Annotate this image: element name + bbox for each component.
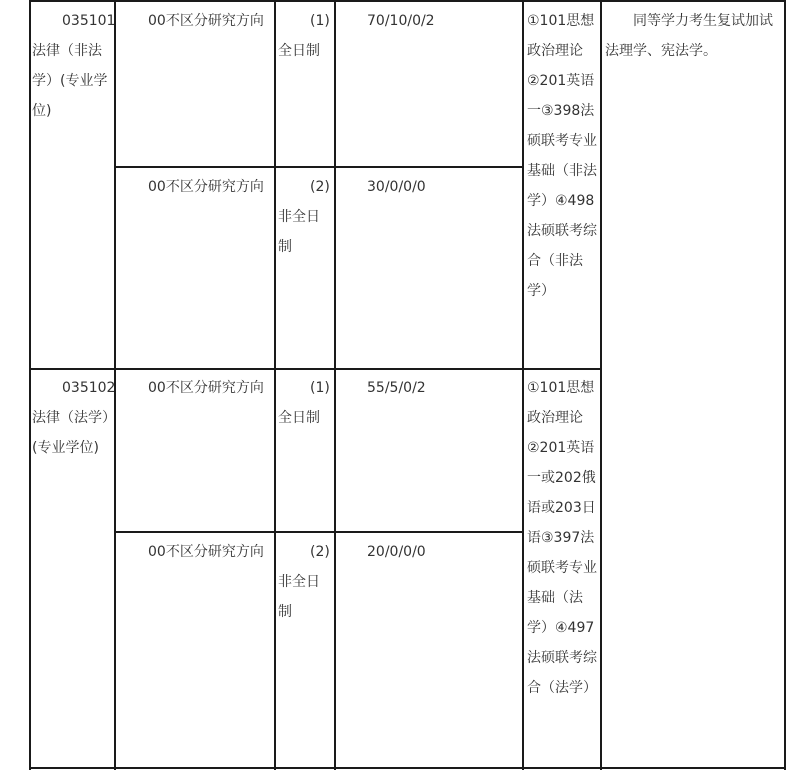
research-direction: 00不区分研究方向 <box>148 380 264 396</box>
research-direction: 00不区分研究方向 <box>148 179 264 195</box>
remarks: 同等学力考生复试加试法理学、宪法学。 <box>605 13 773 59</box>
program-code: 035102 <box>62 380 116 396</box>
grid-line <box>274 0 276 770</box>
grid-line <box>114 531 524 533</box>
enrollment-numbers: 55/5/0/2 <box>367 380 426 396</box>
enrollment-numbers: 30/0/0/0 <box>367 179 426 195</box>
research-direction: 00不区分研究方向 <box>148 13 264 29</box>
program-code: 035101 <box>62 13 116 29</box>
grid-line <box>29 368 602 370</box>
grid-line <box>29 0 786 2</box>
program-name: 法律（非法学）(专业学位) <box>32 43 108 119</box>
program-code-name <box>32 373 116 463</box>
enrollment-numbers: 20/0/0/0 <box>367 544 426 560</box>
study-mode: (2) 非全日制 <box>278 544 330 620</box>
study-mode: (2) 非全日制 <box>278 179 330 255</box>
exam-subjects: ①101思想政治理论②201英语一③398法硕联考专业基础（非法学）④498法硕联考综合（非法学） <box>527 13 597 299</box>
grid-line <box>114 166 524 168</box>
grid-line <box>522 0 524 770</box>
research-direction: 00不区分研究方向 <box>148 544 264 560</box>
exam-subjects: ①101思想政治理论②201英语一或202俄语或203日语③397法硕联考专业基础（法学）④497法硕联考综合（法学） <box>527 380 597 696</box>
program-code-name <box>32 6 116 126</box>
grid-line <box>29 0 31 770</box>
program-name: 法律（法学）(专业学位) <box>32 410 109 456</box>
grid-line <box>600 0 602 770</box>
study-mode: (1) 全日制 <box>278 13 330 59</box>
grid-line <box>784 0 786 770</box>
study-mode: (1) 全日制 <box>278 380 330 426</box>
enrollment-numbers: 70/10/0/2 <box>367 13 435 29</box>
grid-line <box>29 767 786 769</box>
